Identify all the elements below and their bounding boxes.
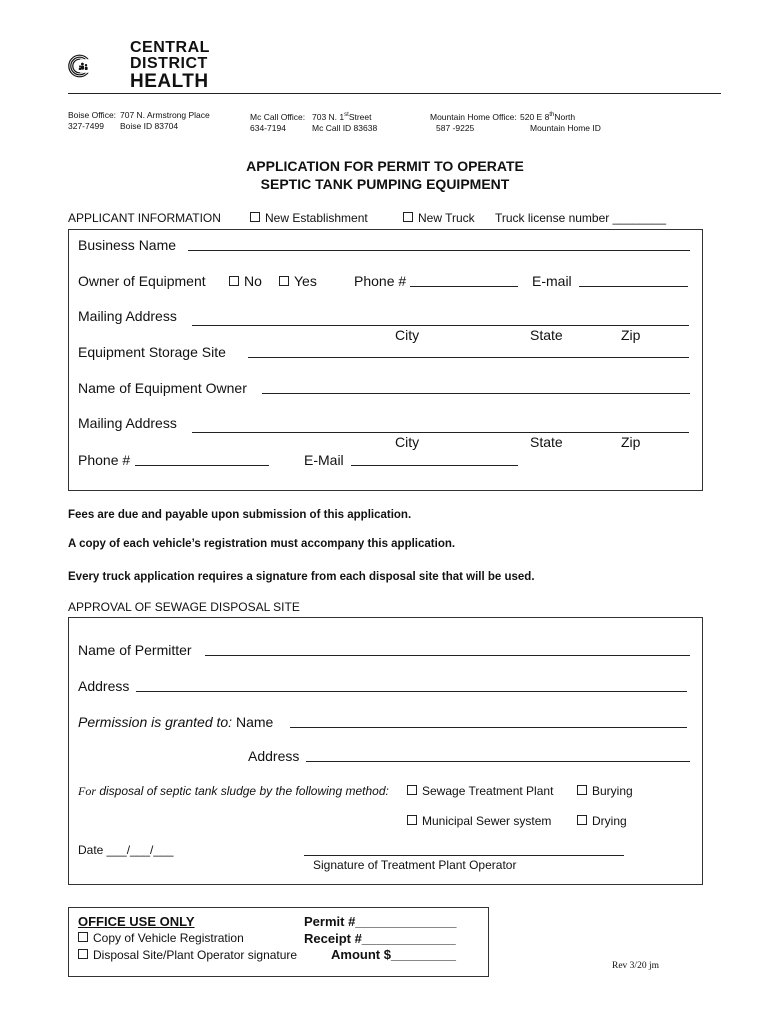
permit-number-field[interactable]: Permit #______________ [304,914,457,929]
owner-no-checkbox[interactable] [229,276,239,286]
disposal-signature-option[interactable] [78,948,297,962]
office-phone: 587 -9225 [436,122,475,133]
new-truck-checkbox[interactable] [403,212,413,222]
notice-signature: Every truck application requires a signature from each disposal site that will be used. [68,571,535,583]
copy-registration-option[interactable] [78,931,244,945]
storage-site-input[interactable] [248,344,689,358]
cdh-logo-mark [68,37,128,95]
disposal-method-label [78,784,389,799]
logo-line-central: CENTRAL [130,39,210,56]
office-city: Mc Call ID 83638 [312,122,378,133]
office-mccall [250,110,377,134]
new-truck-label: New Truck [418,211,475,225]
page-title [0,157,770,193]
burying-option[interactable] [577,784,633,798]
business-name-input[interactable] [188,237,690,251]
notice-fees: Fees are due and payable upon submission of this application. [68,509,412,521]
sewage-plant-label: Sewage Treatment Plant [422,784,554,798]
permission-name-label: Name [235,714,274,730]
email-input[interactable] [579,273,688,287]
owner-yes-option[interactable] [279,273,317,289]
copy-registration-label: Copy of Vehicle Registration [93,931,244,945]
owner-no-label: No [244,273,262,289]
email-2-input[interactable] [351,452,518,466]
operator-signature-label: Signature of Treatment Plant Operator [313,858,517,872]
cdh-logo-text [130,39,210,92]
burying-label: Burying [592,784,633,798]
permitter-address-label: Address [78,678,130,694]
header-rule [68,93,721,94]
notice-registration: A copy of each vehicle’s registration must accompany this application. [68,538,456,550]
office-mountain-home [430,110,601,134]
city-label: City [395,327,420,343]
method-text: disposal of septic tank sludge by the following method: [99,784,389,798]
email-label: E-mail [532,273,572,289]
sewage-plant-checkbox[interactable] [407,785,417,795]
owner-yes-checkbox[interactable] [279,276,289,286]
disposal-signature-checkbox[interactable] [78,949,88,959]
owner-yes-label: Yes [294,273,317,289]
office-boise [68,110,210,132]
new-establishment-label: New Establishment [265,211,368,225]
mailing-address-input[interactable] [192,312,689,326]
municipal-sewer-checkbox[interactable] [407,815,417,825]
approval-header: APPROVAL OF SEWAGE DISPOSAL SITE [68,600,300,614]
office-street: 520 E 8thNorth [520,111,576,122]
approval-date-field[interactable]: Date ___/___/___ [78,843,174,857]
phone-2-label: Phone # [78,452,131,468]
office-name: Mountain Home Office: [430,111,517,122]
owner-name-label: Name of Equipment Owner [78,380,247,396]
office-street: 707 N. Armstrong Place [120,110,210,120]
new-truck-option[interactable] [403,211,475,225]
title-line-2: SEPTIC TANK PUMPING EQUIPMENT [260,176,510,192]
zip-2-label: Zip [621,434,641,450]
drying-checkbox[interactable] [577,815,587,825]
office-phone: 327-7499 [68,121,104,131]
new-establishment-option[interactable] [250,211,368,225]
permission-address-input[interactable] [306,748,690,762]
business-name-label: Business Name [78,237,177,253]
storage-site-label: Equipment Storage Site [78,344,226,360]
owner-no-option[interactable] [229,273,262,289]
office-use-title: OFFICE USE ONLY [78,914,195,929]
municipal-sewer-option[interactable] [407,814,551,828]
new-establishment-checkbox[interactable] [250,212,260,222]
revision-label: Rev 3/20 jm [612,961,659,971]
permission-address-label: Address [248,748,300,764]
disposal-signature-label: Disposal Site/Plant Operator signature [93,948,298,962]
logo-line-health: HEALTH [130,71,209,92]
office-city: Mountain Home ID [530,122,601,133]
state-2-label: State [530,434,563,450]
phone-2-input[interactable] [135,452,269,466]
office-street: 703 N. 1stStreet [312,111,372,122]
municipal-sewer-label: Municipal Sewer system [422,814,552,828]
permitter-name-label: Name of Permitter [78,642,192,658]
amount-field[interactable]: Amount $_________ [331,947,457,962]
title-line-1: APPLICATION FOR PERMIT TO OPERATE [246,158,524,174]
phone-input[interactable] [410,273,518,287]
method-prefix: For [78,784,96,798]
truck-license-field[interactable]: Truck license number ________ [495,211,666,225]
permitter-name-input[interactable] [205,642,690,656]
office-name: Mc Call Office: [250,111,306,122]
copy-registration-checkbox[interactable] [78,932,88,942]
permission-name-input[interactable] [290,714,687,728]
state-label: State [530,327,563,343]
receipt-number-field[interactable]: Receipt #_____________ [304,931,456,946]
zip-label: Zip [621,327,641,343]
phone-label: Phone # [354,273,407,289]
city-2-label: City [395,434,420,450]
mailing-address-2-label: Mailing Address [78,415,177,431]
office-name: Boise Office: [68,110,117,120]
operator-signature-line[interactable] [304,855,624,856]
owner-of-equipment-label: Owner of Equipment [78,273,206,289]
owner-name-input[interactable] [262,380,690,394]
burying-checkbox[interactable] [577,785,587,795]
office-phone: 634-7194 [250,122,286,133]
applicant-info-header: APPLICANT INFORMATION [68,211,221,225]
office-city: Boise ID 83704 [120,121,179,131]
email-2-label: E-Mail [304,452,344,468]
mailing-address-2-input[interactable] [192,419,689,433]
sewage-plant-option[interactable] [407,784,553,798]
permission-granted-label [78,714,273,730]
permitter-address-input[interactable] [136,678,687,692]
drying-option[interactable] [577,814,627,828]
logo-line-district: DISTRICT [130,55,208,72]
drying-label: Drying [592,814,627,828]
mailing-address-label: Mailing Address [78,308,177,324]
permission-granted-italic: Permission is granted to: [78,714,233,730]
